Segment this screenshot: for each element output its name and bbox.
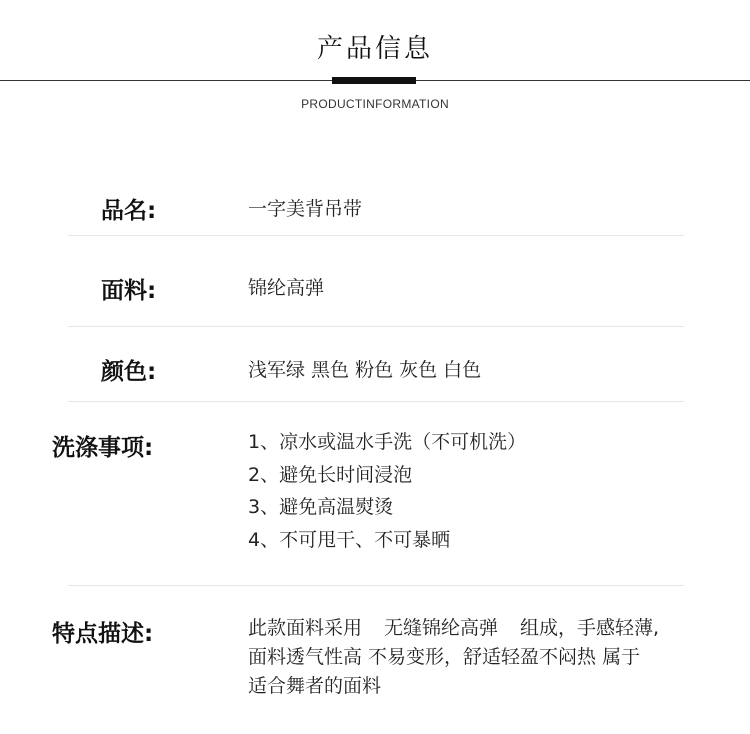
- features-line: 适合舞者的面料: [248, 675, 382, 697]
- divider: [68, 585, 684, 586]
- features-suffix: 组成，手感轻薄,: [520, 617, 660, 639]
- field-name-label: 品名:: [101, 198, 157, 224]
- wash-instructions-list: [248, 426, 526, 556]
- features-highlight: 无缝锦纶高弹: [384, 617, 499, 639]
- field-fabric-label: 面料:: [101, 278, 157, 304]
- wash-item: 4、不可甩干、不可暴晒: [248, 528, 451, 551]
- header-accent-bar: [332, 77, 416, 84]
- page-subtitle: PRODUCTINFORMATION: [301, 97, 449, 111]
- field-wash-label: 洗涤事项:: [52, 435, 154, 461]
- features-prefix: 此款面料采用: [248, 617, 363, 639]
- field-fabric-value: 锦纶高弹: [248, 277, 325, 299]
- divider: [68, 326, 684, 327]
- features-line: [248, 614, 659, 643]
- field-features-label: 特点描述:: [52, 621, 154, 647]
- field-color-label: 颜色:: [101, 359, 157, 385]
- wash-item: 1、凉水或温水手洗（不可机洗）: [248, 431, 527, 453]
- wash-item: 2、避免长时间浸泡: [248, 463, 413, 486]
- features-description: [248, 614, 659, 701]
- page-title: 产品信息: [316, 34, 433, 64]
- field-color-value: 浅军绿 黑色 粉色 灰色 白色: [248, 359, 482, 381]
- divider: [68, 235, 684, 236]
- field-name-value: 一字美背吊带: [248, 198, 363, 220]
- wash-item: 3、避免高温熨烫: [248, 496, 394, 518]
- features-line: 面料透气性高 不易变形，舒适轻盈不闷热 属于: [248, 646, 641, 668]
- divider: [68, 401, 684, 402]
